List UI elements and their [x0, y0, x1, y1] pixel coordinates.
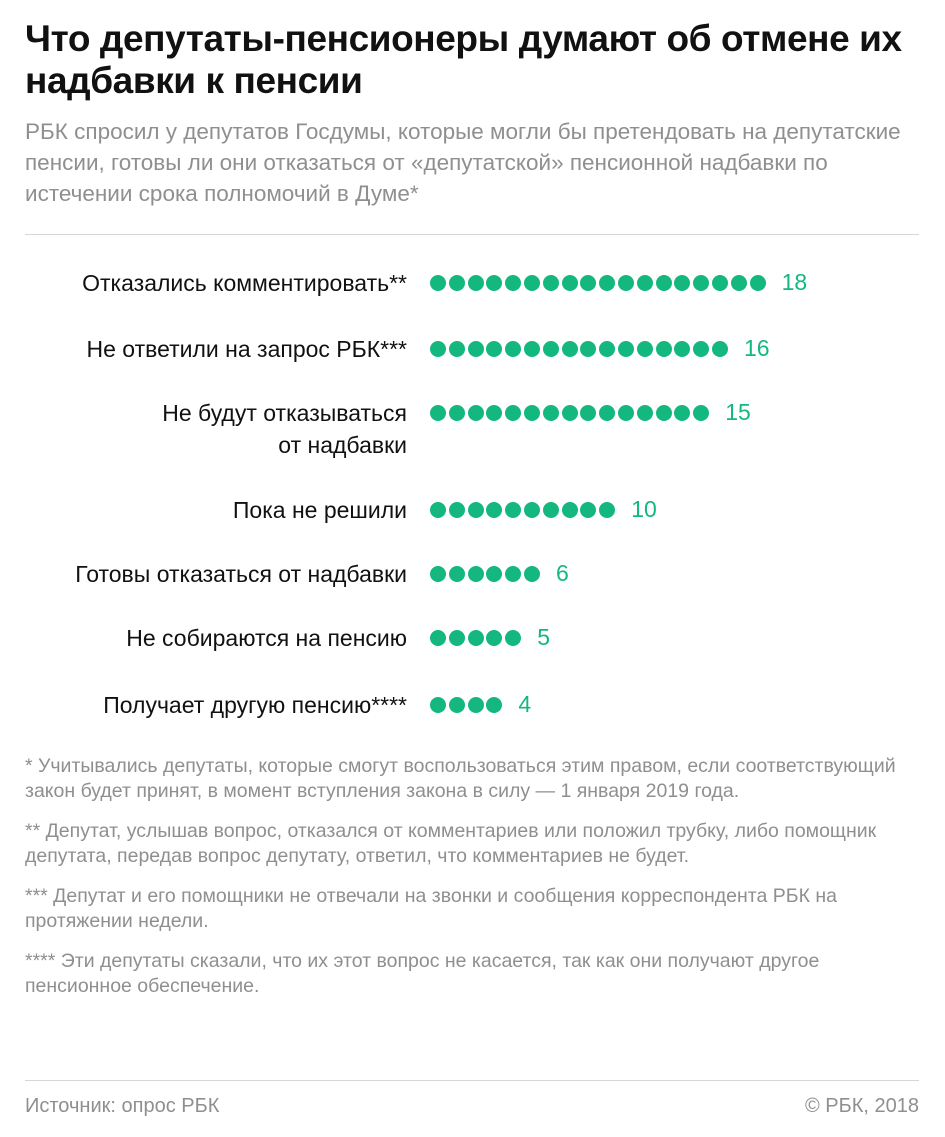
dot-mark: [731, 275, 747, 291]
category-label: Получает другую пенсию****: [103, 692, 407, 718]
dot-mark: [505, 405, 521, 421]
dot-mark: [599, 341, 615, 357]
category-label: Отказались комментировать**: [82, 270, 407, 296]
dot-mark: [580, 275, 596, 291]
dot-mark: [468, 341, 484, 357]
dot-mark: [430, 566, 446, 582]
footnote-2: ** Депутат, услышав вопрос, отказался от комментариев или положил трубку, либо помощник депутата, передав вопрос депутату, ответил, что комментариев не будет.: [25, 820, 877, 867]
dot-mark: [599, 275, 615, 291]
dot-mark: [468, 697, 484, 713]
value-label: 18: [781, 269, 808, 295]
dot-mark: [486, 566, 502, 582]
footnote-4: **** Эти депутаты сказали, что их этот вопрос не касается, так как они получают другое пенсионное обеспечение.: [25, 950, 820, 997]
dot-mark: [430, 405, 446, 421]
dot-mark: [524, 341, 540, 357]
dot-mark: [430, 341, 446, 357]
dot-mark: [656, 275, 672, 291]
dot-mark: [618, 275, 634, 291]
dot-mark: [637, 341, 653, 357]
dot-mark: [618, 405, 634, 421]
dot-mark: [449, 341, 465, 357]
dot-mark: [674, 405, 690, 421]
dot-mark: [449, 697, 465, 713]
dot-mark: [618, 341, 634, 357]
dot-mark: [562, 502, 578, 518]
dot-mark: [449, 630, 465, 646]
dot-mark: [430, 630, 446, 646]
dot-mark: [543, 405, 559, 421]
dot-mark: [562, 275, 578, 291]
dot-mark: [543, 502, 559, 518]
dot-mark: [486, 275, 502, 291]
category-label: Не будут отказываться от надбавки: [162, 400, 407, 458]
dot-mark: [486, 341, 502, 357]
dot-mark: [486, 697, 502, 713]
dot-mark: [562, 405, 578, 421]
dot-mark: [505, 630, 521, 646]
dot-mark: [674, 275, 690, 291]
dot-mark: [486, 502, 502, 518]
dot-mark: [449, 502, 465, 518]
value-label: 15: [725, 399, 751, 425]
footnotes: [25, 754, 915, 1014]
chart-subtitle: РБК спросил у депутатов Госдумы, которые могли бы претендовать на депутатские пенсии, готовы ли они отказаться от «депутатской» пенсионной надбавки по истечении срока полномочий в Думе*: [25, 119, 901, 206]
dot-mark: [430, 502, 446, 518]
dot-mark: [524, 275, 540, 291]
category-label: Готовы отказаться от надбавки: [75, 561, 407, 587]
dot-mark: [468, 566, 484, 582]
dot-mark: [656, 405, 672, 421]
dot-mark: [543, 341, 559, 357]
dot-mark: [693, 341, 709, 357]
category-label: Не собираются на пенсию: [126, 625, 407, 651]
chart-title: Что депутаты-пенсионеры думают об отмене их надбавки к пенсии: [25, 18, 902, 101]
category-label: Не ответили на запрос РБК***: [86, 336, 407, 362]
dot-mark: [486, 405, 502, 421]
value-label: 5: [537, 624, 550, 650]
dot-mark: [750, 275, 766, 291]
dot-mark: [430, 697, 446, 713]
dot-mark: [468, 405, 484, 421]
dot-mark: [543, 275, 559, 291]
dot-mark: [580, 341, 596, 357]
dot-mark: [712, 275, 728, 291]
value-label: 4: [518, 691, 532, 717]
dot-mark: [468, 502, 484, 518]
bottom-divider: [25, 1080, 919, 1081]
dot-mark: [524, 405, 540, 421]
value-label: 6: [556, 560, 569, 586]
copyright: © РБК, 2018: [804, 1095, 919, 1117]
dot-mark: [656, 341, 672, 357]
dot-mark: [524, 502, 540, 518]
dot-mark: [712, 341, 728, 357]
dot-mark: [637, 405, 653, 421]
dot-mark: [430, 275, 446, 291]
dot-mark: [599, 502, 615, 518]
dot-mark: [580, 502, 596, 518]
dot-mark: [486, 630, 502, 646]
dot-mark: [449, 566, 465, 582]
value-label: 10: [631, 496, 657, 522]
dot-mark: [449, 275, 465, 291]
dot-mark: [449, 405, 465, 421]
dot-mark: [505, 341, 521, 357]
dot-mark: [468, 630, 484, 646]
dot-mark: [562, 341, 578, 357]
dot-mark: [599, 405, 615, 421]
footnote-3: *** Депутат и его помощники не отвечали на звонки и сообщения корреспондента РБК на протяжении недели.: [25, 885, 837, 932]
dot-mark: [637, 275, 653, 291]
dot-mark: [505, 502, 521, 518]
dot-mark: [524, 566, 540, 582]
dot-mark: [505, 275, 521, 291]
dot-mark: [693, 275, 709, 291]
dot-mark: [693, 405, 709, 421]
dot-mark: [505, 566, 521, 582]
footnote-1: * Учитывались депутаты, которые смогут воспользоваться этим правом, если соответствующий закон будет принят, в момент вступления закона в силу — 1 января 2019 года.: [25, 755, 896, 802]
category-label: Пока не решили: [232, 497, 407, 523]
dot-mark: [468, 275, 484, 291]
value-label: 16: [744, 335, 770, 361]
dot-mark: [674, 341, 690, 357]
dot-mark: [580, 405, 596, 421]
source-note: Источник: опрос РБК: [25, 1095, 220, 1117]
